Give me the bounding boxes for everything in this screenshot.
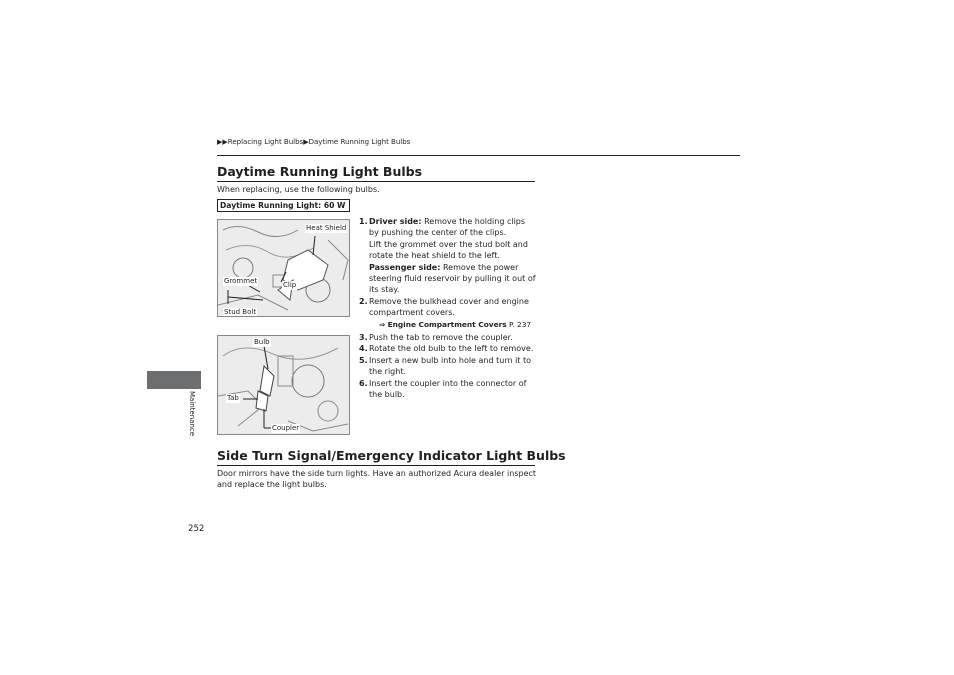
figure-driver-side-engine-bay: [217, 219, 350, 317]
step-2-text: Remove the bulkhead cover and engine compartment covers.: [369, 296, 529, 318]
step-5: [359, 355, 537, 378]
chapter-tab-marker: [147, 371, 201, 389]
section-title-side-turn-signal: Side Turn Signal/Emergency Indicator Light Bulbs: [217, 448, 566, 463]
breadcrumb: [217, 138, 410, 146]
section-title-daytime-running-light-bulbs: Daytime Running Light Bulbs: [217, 164, 423, 179]
page-number: 252: [188, 524, 205, 534]
step-1-text: Remove the holding clips by pushing the center of the clips.: [369, 217, 526, 238]
step-6-text: Insert the coupler into the connector of the bulb.: [369, 378, 527, 400]
label-coupler: Coupler: [272, 424, 300, 432]
step-6: [359, 378, 537, 401]
step-3-number: 3.: [359, 333, 368, 342]
bulb-coupler-illustration: [218, 336, 350, 435]
step-1-number: 1.: [359, 217, 368, 226]
breadcrumb-item-replacing-light-bulbs[interactable]: Replacing Light Bulbs: [227, 138, 304, 146]
reference-page: P. 237: [506, 319, 532, 329]
step-4: [359, 343, 537, 354]
steps-3-6: [359, 332, 537, 400]
step-1: [359, 216, 537, 296]
breadcrumb-arrows: ▶▶: [217, 138, 228, 146]
step-2: [359, 296, 537, 330]
step-1-passenger-text: Remove the power steering fluid reservoir by pulling it out of its stay.: [369, 262, 536, 295]
section2-body: Door mirrors have the side turn lights. Have an authorized Acura dealer inspect and replace the light bulbs.: [217, 469, 537, 490]
step-1-line2: Lift the grommet over the stud bolt and rotate the heat shield to the left.: [369, 239, 528, 261]
step-6-number: 6.: [359, 378, 368, 388]
section-intro: When replacing, use the following bulbs.: [217, 185, 380, 194]
step-2-number: 2.: [359, 296, 368, 306]
step-1-passenger-label: Passenger side:: [369, 262, 441, 272]
figure-bulb-coupler: [217, 335, 350, 435]
label-heat-shield: Heat Shield: [306, 224, 347, 232]
step-4-number: 4.: [359, 344, 368, 354]
label-grommet: Grommet: [224, 277, 258, 285]
engine-bay-illustration: [218, 220, 350, 317]
cross-reference[interactable]: [369, 319, 537, 330]
section-title-rule: [217, 181, 535, 182]
label-clip: Clip: [283, 281, 297, 289]
label-tab: Tab: [227, 394, 239, 402]
section2-title-rule: [217, 465, 535, 466]
step-3: [359, 332, 537, 343]
breadcrumb-item-daytime-running-light-bulbs[interactable]: Daytime Running Light Bulbs: [308, 138, 411, 146]
step-4-text: Rotate the old bulb to the left to remove.: [369, 344, 534, 354]
step-3-text: Push the tab to remove the coupler.: [369, 333, 513, 342]
step-5-number: 5.: [359, 355, 368, 365]
steps-1-2: [359, 216, 537, 330]
label-stud-bolt: Stud Bolt: [224, 308, 257, 316]
chapter-tab-label: Maintenance: [188, 391, 196, 437]
bulb-spec-box: Daytime Running Light: 60 W: [217, 199, 350, 212]
label-bulb: Bulb: [254, 338, 270, 346]
breadcrumb-separator: ▶: [303, 138, 309, 146]
reference-arrow-icon: ⇒: [379, 319, 386, 329]
step-5-text: Insert a new bulb into hole and turn it to the right.: [369, 355, 532, 377]
step-1-bold-label: Driver side:: [369, 217, 422, 226]
reference-title[interactable]: Engine Compartment Covers: [387, 319, 507, 329]
header-rule: [217, 155, 740, 156]
